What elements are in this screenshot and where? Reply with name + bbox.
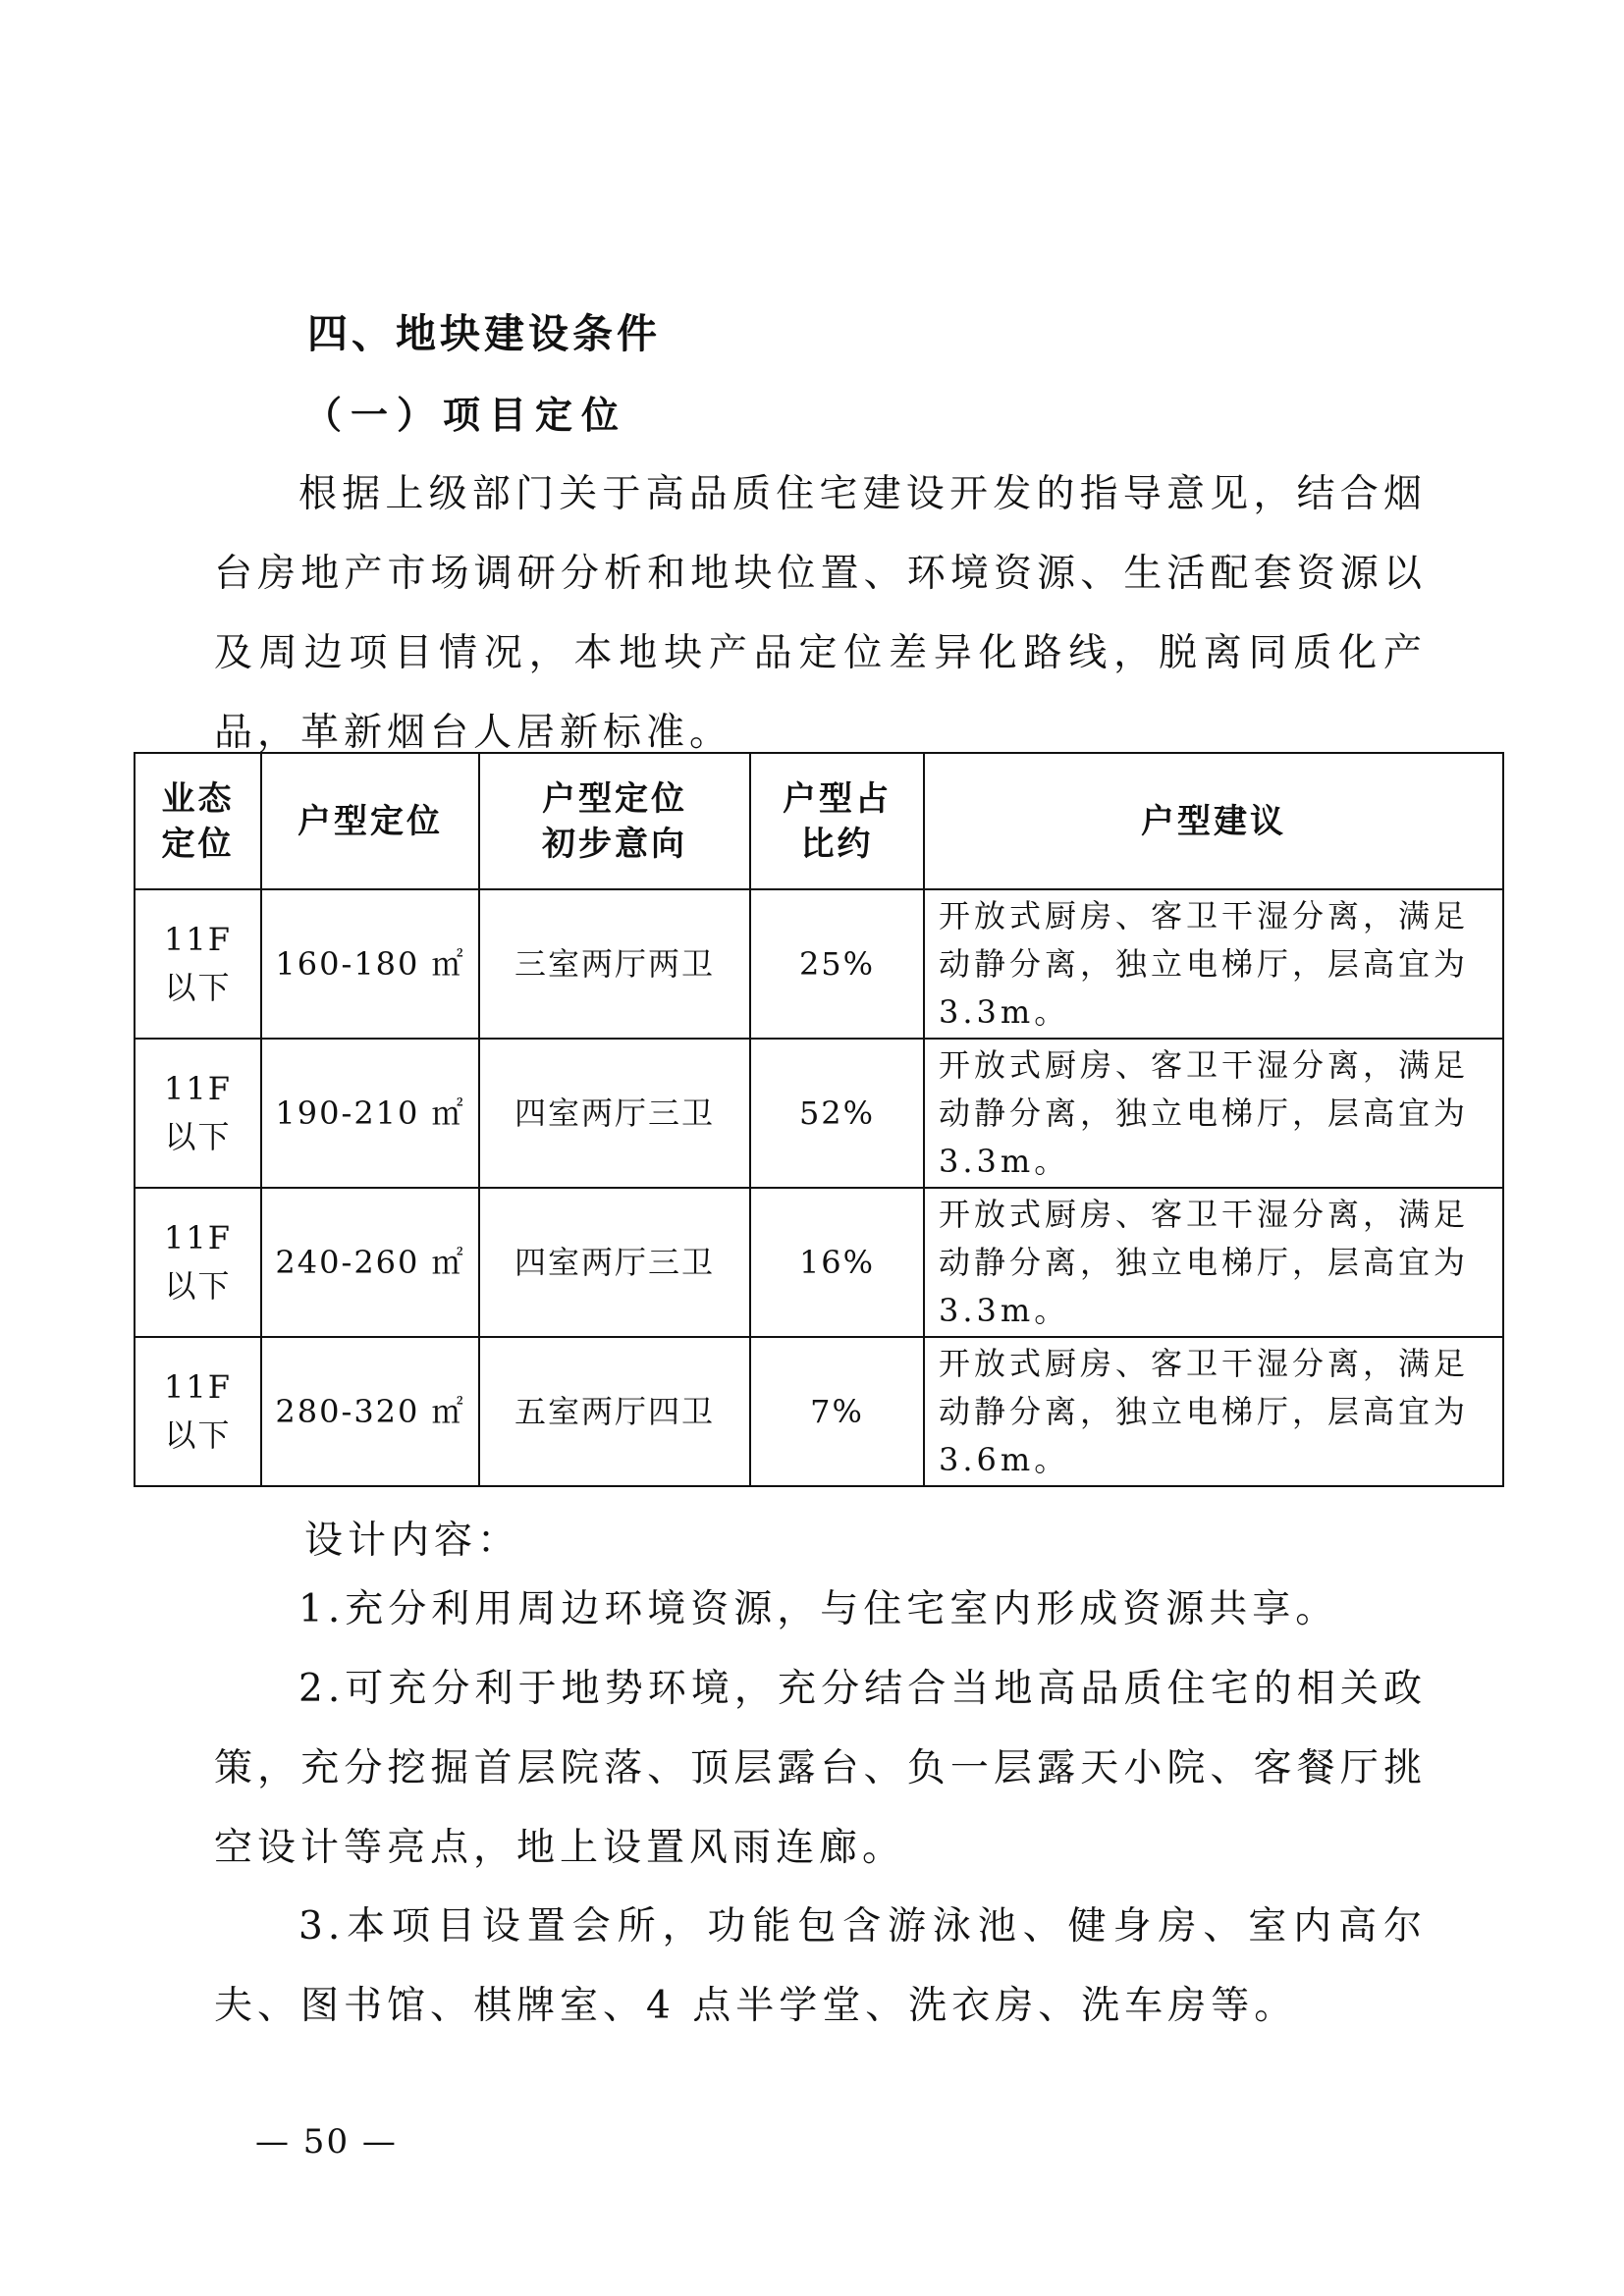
cell-layout: 五室两厅四卫 (479, 1337, 750, 1486)
cell-advice: 开放式厨房、客卫干湿分离，满足动静分离，独立电梯厅，层高宜为 3.3m。 (924, 1188, 1503, 1337)
header-area: 户型定位 (261, 753, 479, 889)
design-item-2: 2.可充分利于地势环境，充分结合当地高品质住宅的相关政策，充分挖掘首层院落、顶层露台、负一层露天小院、客餐厅挑空设计等亮点，地上设置风雨连廊。 (214, 1667, 1427, 1870)
design-item-1: 1.充分利用周边环境资源，与住宅室内形成资源共享。 (298, 1587, 1339, 1631)
header-advice: 户型建议 (924, 753, 1503, 889)
header-layout: 户型定位 初步意向 (479, 753, 750, 889)
cell-ratio: 16% (750, 1188, 924, 1337)
cell-area: 160-180 ㎡ (261, 889, 479, 1039)
cell-advice: 开放式厨房、客卫干湿分离，满足动静分离，独立电梯厅，层高宜为 3.3m。 (924, 1039, 1503, 1188)
cell-layout: 四室两厅三卫 (479, 1039, 750, 1188)
cell-type: 11F 以下 (135, 1337, 261, 1486)
section-heading: 四、地块建设条件 (307, 310, 661, 357)
cell-area: 190-210 ㎡ (261, 1039, 479, 1188)
header-ratio: 户型占 比约 (750, 753, 924, 889)
cell-layout: 三室两厅两卫 (479, 889, 750, 1039)
intro-paragraph: 根据上级部门关于高品质住宅建设开发的指导意见，结合烟台房地产市场调研分析和地块位置、环境资源、生活配套资源以及周边项目情况，本地块产品定位差异化路线，脱离同质化产品，革新烟台人居新标准。 (214, 472, 1427, 755)
cell-ratio: 7% (750, 1337, 924, 1486)
cell-type: 11F 以下 (135, 1039, 261, 1188)
table-row (135, 889, 1503, 1039)
cell-ratio: 52% (750, 1039, 924, 1188)
unit-type-table (134, 752, 1504, 1487)
table-header-row (135, 753, 1503, 889)
cell-type: 11F 以下 (135, 1188, 261, 1337)
table-row (135, 1039, 1503, 1188)
cell-ratio: 25% (750, 889, 924, 1039)
cell-type: 11F 以下 (135, 889, 261, 1039)
design-item-3: 3.本项目设置会所，功能包含游泳池、健身房、室内高尔夫、图书馆、棋牌室、4 点半学堂、洗衣房、洗车房等。 (214, 1904, 1427, 2028)
cell-advice: 开放式厨房、客卫干湿分离，满足动静分离，独立电梯厅，层高宜为 3.3m。 (924, 889, 1503, 1039)
table-row (135, 1337, 1503, 1486)
cell-area: 280-320 ㎡ (261, 1337, 479, 1486)
header-type: 业态 定位 (135, 753, 261, 889)
cell-advice: 开放式厨房、客卫干湿分离，满足动静分离，独立电梯厅，层高宜为 3.6m。 (924, 1337, 1503, 1486)
cell-area: 240-260 ㎡ (261, 1188, 479, 1337)
page-number: — 50 — (255, 2122, 398, 2162)
cell-layout: 四室两厅三卫 (479, 1188, 750, 1337)
table-row (135, 1188, 1503, 1337)
subsection-heading: （一）项目定位 (304, 393, 628, 437)
design-content-label: 设计内容： (304, 1519, 521, 1563)
